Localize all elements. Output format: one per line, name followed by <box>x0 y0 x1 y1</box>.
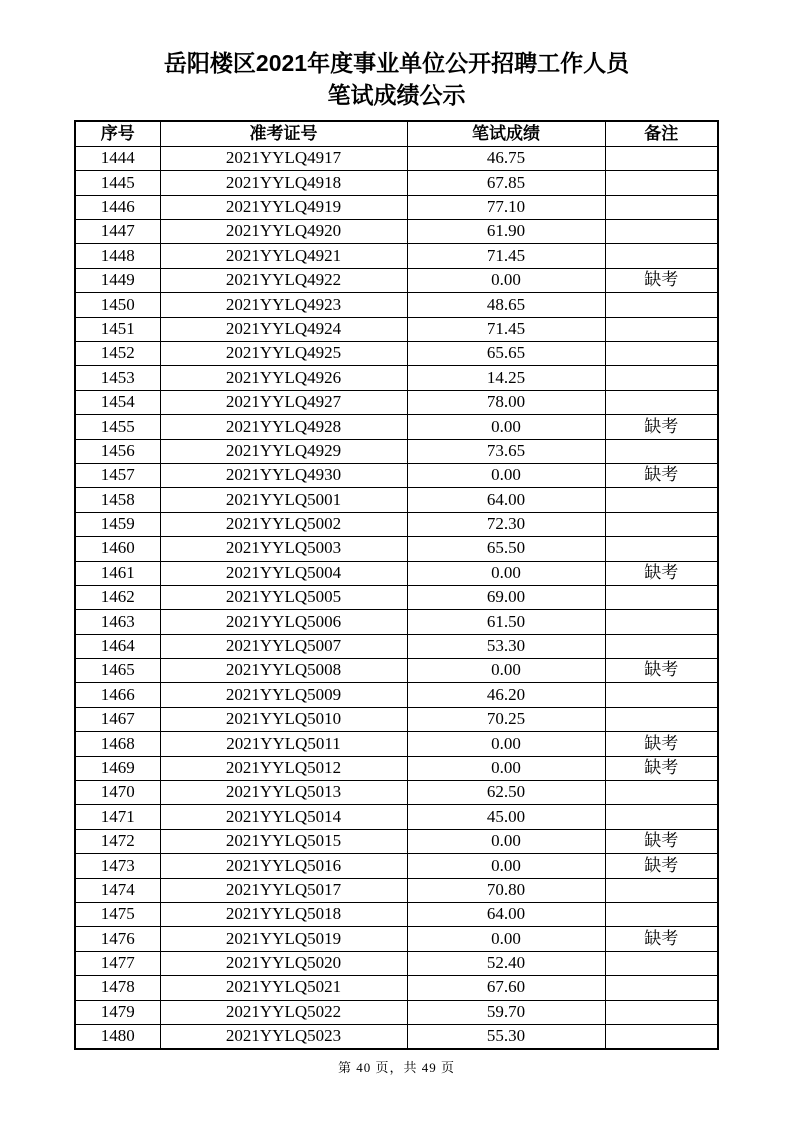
score-cell: 0.00 <box>407 732 605 756</box>
table-row <box>75 390 718 414</box>
table-row <box>75 195 718 219</box>
table-row <box>75 683 718 707</box>
remark-cell <box>605 220 718 244</box>
remark-cell <box>605 195 718 219</box>
score-cell: 55.30 <box>407 1024 605 1049</box>
table-row <box>75 171 718 195</box>
serial-cell: 1477 <box>75 951 160 975</box>
ticket-cell: 2021YYLQ4927 <box>160 390 407 414</box>
ticket-cell: 2021YYLQ5010 <box>160 707 407 731</box>
table-row <box>75 805 718 829</box>
score-cell: 46.75 <box>407 146 605 170</box>
remark-cell <box>605 902 718 926</box>
ticket-cell: 2021YYLQ5013 <box>160 781 407 805</box>
ticket-cell: 2021YYLQ5020 <box>160 951 407 975</box>
serial-cell: 1445 <box>75 171 160 195</box>
table-row <box>75 732 718 756</box>
ticket-header: 准考证号 <box>160 121 407 146</box>
remark-cell <box>605 1024 718 1049</box>
ticket-cell: 2021YYLQ5001 <box>160 488 407 512</box>
remark-cell: 缺考 <box>605 659 718 683</box>
serial-cell: 1469 <box>75 756 160 780</box>
score-cell: 0.00 <box>407 463 605 487</box>
table-header <box>75 121 718 146</box>
table-row <box>75 585 718 609</box>
score-cell: 67.60 <box>407 976 605 1000</box>
remark-cell <box>605 585 718 609</box>
table-row <box>75 829 718 853</box>
serial-cell: 1456 <box>75 439 160 463</box>
remark-cell <box>605 390 718 414</box>
remark-cell <box>605 512 718 536</box>
table-row <box>75 463 718 487</box>
table-row <box>75 707 718 731</box>
score-cell: 65.50 <box>407 537 605 561</box>
ticket-cell: 2021YYLQ4926 <box>160 366 407 390</box>
table-row <box>75 659 718 683</box>
serial-cell: 1480 <box>75 1024 160 1049</box>
serial-cell: 1447 <box>75 220 160 244</box>
table-row <box>75 854 718 878</box>
ticket-cell: 2021YYLQ4929 <box>160 439 407 463</box>
ticket-cell: 2021YYLQ5006 <box>160 610 407 634</box>
ticket-cell: 2021YYLQ4925 <box>160 341 407 365</box>
remark-cell <box>605 488 718 512</box>
table-row <box>75 341 718 365</box>
remark-cell <box>605 610 718 634</box>
score-cell: 77.10 <box>407 195 605 219</box>
table-row <box>75 317 718 341</box>
remark-cell <box>605 317 718 341</box>
ticket-cell: 2021YYLQ5015 <box>160 829 407 853</box>
score-cell: 0.00 <box>407 927 605 951</box>
serial-cell: 1453 <box>75 366 160 390</box>
score-cell: 61.90 <box>407 220 605 244</box>
remark-cell <box>605 171 718 195</box>
remark-cell: 缺考 <box>605 561 718 585</box>
serial-cell: 1448 <box>75 244 160 268</box>
table-row <box>75 220 718 244</box>
ticket-cell: 2021YYLQ5022 <box>160 1000 407 1024</box>
score-cell: 69.00 <box>407 585 605 609</box>
table-row <box>75 634 718 658</box>
ticket-cell: 2021YYLQ5005 <box>160 585 407 609</box>
score-cell: 0.00 <box>407 829 605 853</box>
header-row <box>75 121 718 146</box>
score-cell: 53.30 <box>407 634 605 658</box>
serial-cell: 1462 <box>75 585 160 609</box>
score-cell: 61.50 <box>407 610 605 634</box>
remark-cell <box>605 781 718 805</box>
table-row <box>75 488 718 512</box>
serial-cell: 1461 <box>75 561 160 585</box>
ticket-cell: 2021YYLQ5007 <box>160 634 407 658</box>
score-cell: 0.00 <box>407 415 605 439</box>
ticket-cell: 2021YYLQ5016 <box>160 854 407 878</box>
ticket-cell: 2021YYLQ4922 <box>160 268 407 292</box>
table-row <box>75 781 718 805</box>
table-row <box>75 537 718 561</box>
remark-cell <box>605 341 718 365</box>
ticket-cell: 2021YYLQ4917 <box>160 146 407 170</box>
remark-cell <box>605 878 718 902</box>
ticket-cell: 2021YYLQ5023 <box>160 1024 407 1049</box>
remark-cell <box>605 244 718 268</box>
score-cell: 0.00 <box>407 561 605 585</box>
remark-cell <box>605 805 718 829</box>
score-cell: 0.00 <box>407 268 605 292</box>
serial-cell: 1451 <box>75 317 160 341</box>
serial-cell: 1446 <box>75 195 160 219</box>
serial-cell: 1478 <box>75 976 160 1000</box>
serial-cell: 1464 <box>75 634 160 658</box>
score-cell: 64.00 <box>407 902 605 926</box>
serial-cell: 1467 <box>75 707 160 731</box>
score-cell: 62.50 <box>407 781 605 805</box>
table-row <box>75 902 718 926</box>
table-body <box>75 146 718 1049</box>
remark-cell <box>605 683 718 707</box>
serial-cell: 1466 <box>75 683 160 707</box>
serial-cell: 1457 <box>75 463 160 487</box>
ticket-cell: 2021YYLQ5012 <box>160 756 407 780</box>
score-cell: 71.45 <box>407 317 605 341</box>
score-cell: 14.25 <box>407 366 605 390</box>
ticket-cell: 2021YYLQ5004 <box>160 561 407 585</box>
ticket-cell: 2021YYLQ4921 <box>160 244 407 268</box>
score-cell: 0.00 <box>407 854 605 878</box>
table-row <box>75 756 718 780</box>
table-row <box>75 439 718 463</box>
serial-cell: 1454 <box>75 390 160 414</box>
serial-cell: 1444 <box>75 146 160 170</box>
page-number-footer: 第 40 页，共 49 页 <box>337 1060 455 1076</box>
score-cell: 48.65 <box>407 293 605 317</box>
remark-cell <box>605 146 718 170</box>
serial-cell: 1474 <box>75 878 160 902</box>
ticket-cell: 2021YYLQ4918 <box>160 171 407 195</box>
remark-cell <box>605 634 718 658</box>
serial-cell: 1460 <box>75 537 160 561</box>
serial-cell: 1452 <box>75 341 160 365</box>
score-cell: 52.40 <box>407 951 605 975</box>
ticket-cell: 2021YYLQ5019 <box>160 927 407 951</box>
score-cell: 65.65 <box>407 341 605 365</box>
score-cell: 78.00 <box>407 390 605 414</box>
serial-cell: 1472 <box>75 829 160 853</box>
score-cell: 0.00 <box>407 659 605 683</box>
score-cell: 64.00 <box>407 488 605 512</box>
score-cell: 45.00 <box>407 805 605 829</box>
ticket-cell: 2021YYLQ5018 <box>160 902 407 926</box>
ticket-cell: 2021YYLQ4924 <box>160 317 407 341</box>
remark-cell: 缺考 <box>605 463 718 487</box>
page-title-line2: 笔试成绩公示 <box>327 81 466 108</box>
table-row <box>75 951 718 975</box>
remark-cell <box>605 366 718 390</box>
score-cell: 0.00 <box>407 756 605 780</box>
serial-cell: 1468 <box>75 732 160 756</box>
remark-cell <box>605 1000 718 1024</box>
serial-cell: 1465 <box>75 659 160 683</box>
table-row <box>75 1000 718 1024</box>
serial-cell: 1459 <box>75 512 160 536</box>
serial-cell: 1450 <box>75 293 160 317</box>
score-cell: 72.30 <box>407 512 605 536</box>
remark-cell <box>605 707 718 731</box>
page-title <box>0 0 793 111</box>
table-row <box>75 878 718 902</box>
table-row <box>75 1024 718 1049</box>
table-row <box>75 244 718 268</box>
ticket-cell: 2021YYLQ4920 <box>160 220 407 244</box>
ticket-cell: 2021YYLQ5014 <box>160 805 407 829</box>
ticket-cell: 2021YYLQ5009 <box>160 683 407 707</box>
score-cell: 73.65 <box>407 439 605 463</box>
serial-cell: 1479 <box>75 1000 160 1024</box>
ticket-cell: 2021YYLQ5008 <box>160 659 407 683</box>
table-row <box>75 146 718 170</box>
ticket-cell: 2021YYLQ5003 <box>160 537 407 561</box>
table-row <box>75 610 718 634</box>
serial-cell: 1455 <box>75 415 160 439</box>
remark-cell <box>605 951 718 975</box>
remark-cell: 缺考 <box>605 854 718 878</box>
ticket-cell: 2021YYLQ4923 <box>160 293 407 317</box>
score-cell: 59.70 <box>407 1000 605 1024</box>
ticket-cell: 2021YYLQ4928 <box>160 415 407 439</box>
remark-cell: 缺考 <box>605 756 718 780</box>
ticket-cell: 2021YYLQ4930 <box>160 463 407 487</box>
table-row <box>75 268 718 292</box>
table-row <box>75 927 718 951</box>
serial-cell: 1473 <box>75 854 160 878</box>
score-cell: 71.45 <box>407 244 605 268</box>
page-title-line1: 岳阳楼区2021年度事业单位公开招聘工作人员 <box>163 50 630 76</box>
remark-cell: 缺考 <box>605 268 718 292</box>
score-cell: 67.85 <box>407 171 605 195</box>
ticket-cell: 2021YYLQ4919 <box>160 195 407 219</box>
remark-cell <box>605 976 718 1000</box>
serial-cell: 1475 <box>75 902 160 926</box>
remark-cell: 缺考 <box>605 829 718 853</box>
remark-cell: 缺考 <box>605 732 718 756</box>
remark-cell <box>605 293 718 317</box>
serial-cell: 1449 <box>75 268 160 292</box>
remark-cell <box>605 537 718 561</box>
score-cell: 70.25 <box>407 707 605 731</box>
remark-cell: 缺考 <box>605 415 718 439</box>
table-row <box>75 366 718 390</box>
serial-cell: 1471 <box>75 805 160 829</box>
ticket-cell: 2021YYLQ5017 <box>160 878 407 902</box>
score-cell: 70.80 <box>407 878 605 902</box>
table-row <box>75 561 718 585</box>
table-row <box>75 976 718 1000</box>
serial-cell: 1463 <box>75 610 160 634</box>
scores-table <box>74 120 719 1050</box>
serial-cell: 1476 <box>75 927 160 951</box>
serial-cell: 1470 <box>75 781 160 805</box>
remark-header: 备注 <box>605 121 718 146</box>
score-cell: 46.20 <box>407 683 605 707</box>
ticket-cell: 2021YYLQ5011 <box>160 732 407 756</box>
ticket-cell: 2021YYLQ5021 <box>160 976 407 1000</box>
table-row <box>75 512 718 536</box>
serial-cell: 1458 <box>75 488 160 512</box>
serial-header: 序号 <box>75 121 160 146</box>
table-row <box>75 293 718 317</box>
remark-cell <box>605 439 718 463</box>
remark-cell: 缺考 <box>605 927 718 951</box>
ticket-cell: 2021YYLQ5002 <box>160 512 407 536</box>
score-header: 笔试成绩 <box>407 121 605 146</box>
table-row <box>75 415 718 439</box>
